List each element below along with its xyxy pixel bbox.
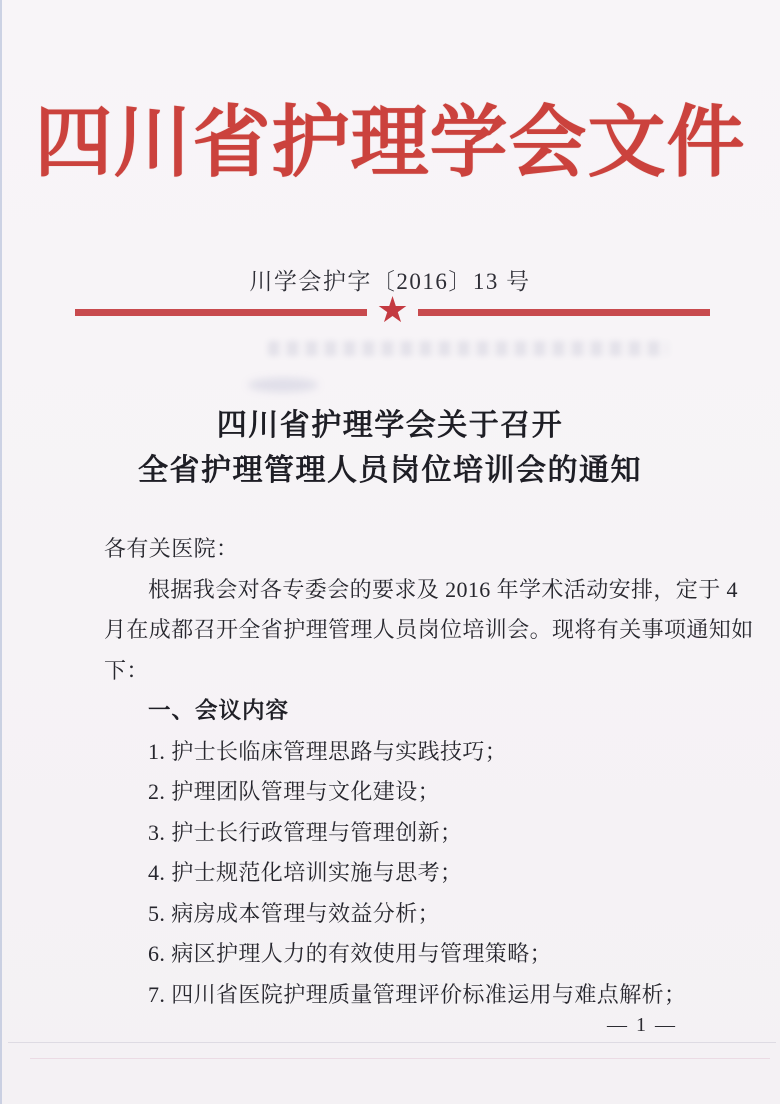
scan-artifact-line [30,1058,770,1059]
section-heading: 一、会议内容 [148,698,290,724]
red-divider-left-bar [75,309,367,316]
star-icon: ★ [376,290,409,330]
agenda-item-1: 1. 护士长临床管理思路与实践技巧； [148,738,508,764]
red-divider-right-bar [418,309,710,316]
salutation: 各有关医院： [104,536,239,561]
notice-title-line2: 全省护理管理人员岗位培训会的通知 [138,453,642,488]
agenda-item-4: 4. 护士规范化培训实施与思考； [148,860,463,885]
doc-number: 川学会护字〔2016〕13 号 [249,269,531,294]
notice-title-line1: 四川省护理学会关于召开 [216,408,564,443]
agenda-item-2: 2. 护理团队管理与文化建设； [148,779,441,804]
agenda-item-3: 3. 护士长行政管理与管理创新； [148,819,463,845]
paragraph-line-3: 下： [104,657,149,683]
paragraph-line-2: 月在成都召开全省护理管理人员岗位培训会。现将有关事项通知如 [104,617,754,642]
agenda-item-7: 7. 四川省医院护理质量管理评价标准运用与难点解析； [148,981,687,1007]
scan-artifact-line [8,1042,776,1043]
letterhead-title: 四川省护理学会文件 [34,99,746,186]
notice-body [104,529,754,1015]
agenda-item-6: 6. 病区护理人力的有效使用与管理策略； [148,941,553,966]
notice-title [0,403,780,493]
red-divider [75,290,710,331]
page-number: — 1 — [607,1014,677,1036]
paragraph-line-1: 根据我会对各专委会的要求及 2016 年学术活动安排，定于 4 [148,576,738,602]
show-through-smudge [248,378,318,392]
show-through-artifact [268,341,668,356]
agenda-item-5: 5. 病房成本管理与效益分析； [148,900,441,926]
